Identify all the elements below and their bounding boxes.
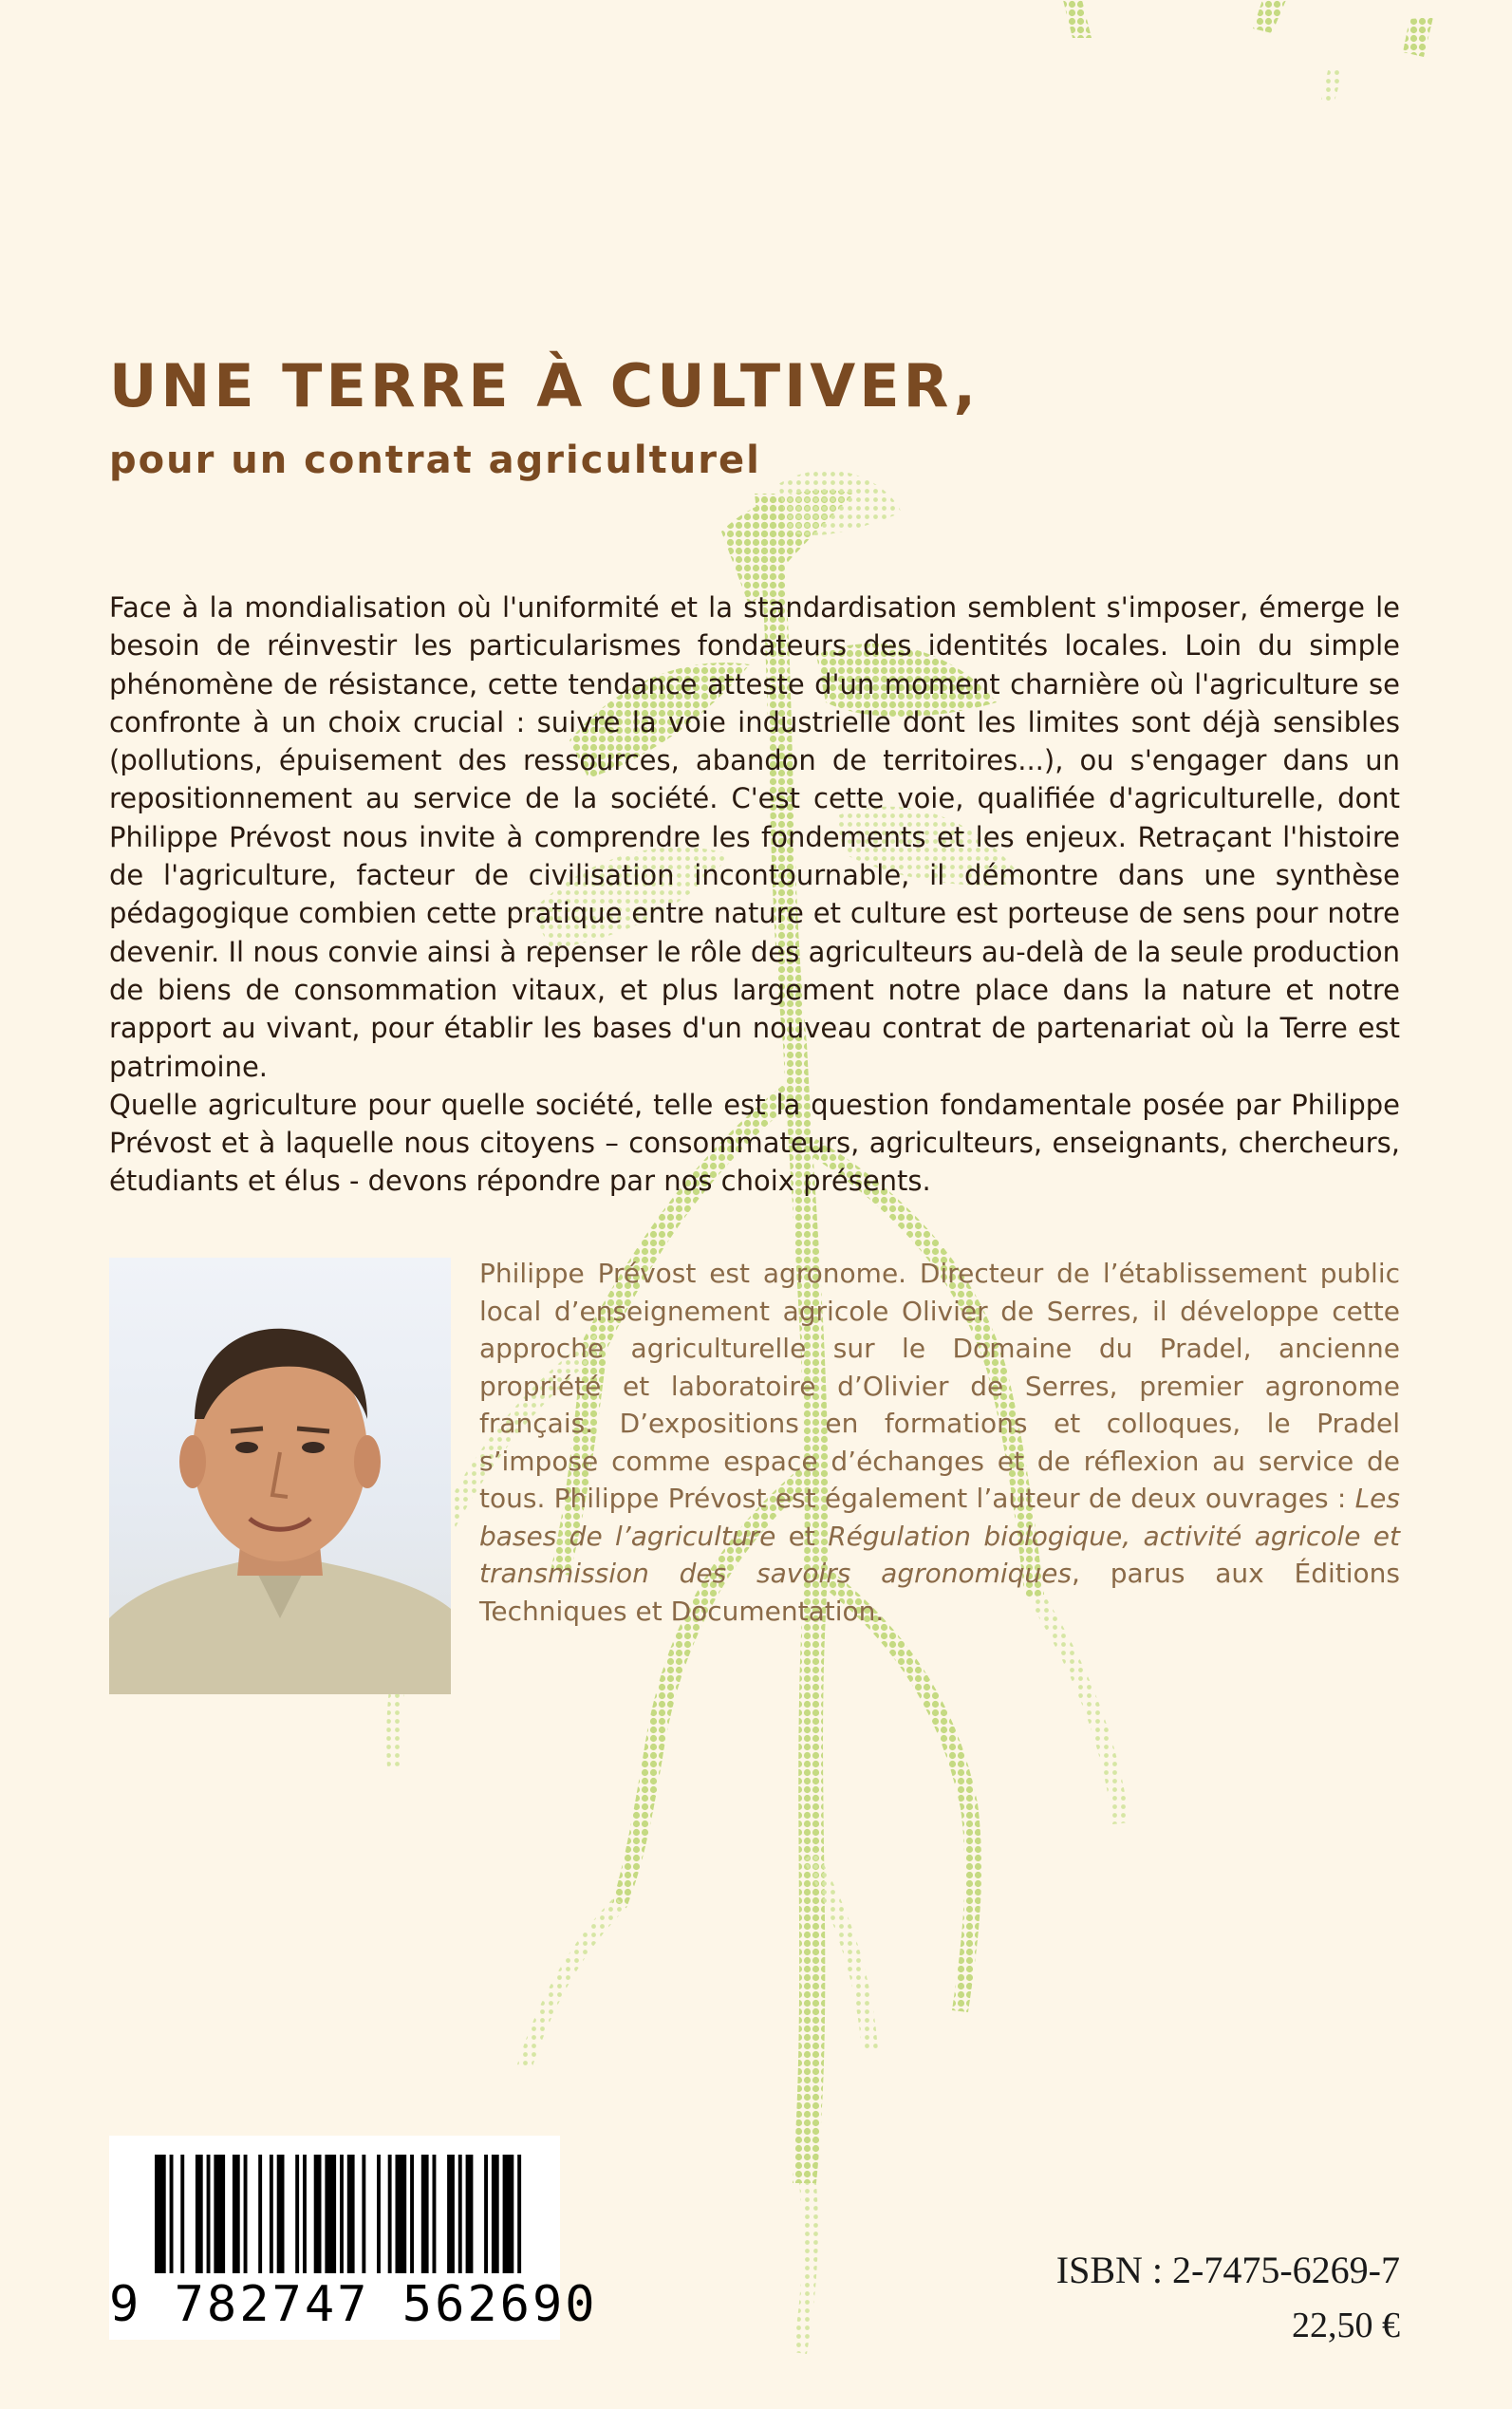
isbn: ISBN : 2-7475-6269-7 bbox=[1055, 2249, 1400, 2291]
author-bio-paragraph bbox=[479, 1255, 1400, 1630]
barcode-bar bbox=[270, 2155, 273, 2273]
barcode-bar bbox=[244, 2155, 248, 2273]
bio-book-title-1: Les bases de l’agriculture bbox=[479, 1483, 1400, 1552]
barcode-bar bbox=[340, 2155, 344, 2273]
barcode-bar bbox=[433, 2155, 437, 2273]
barcode-bar bbox=[258, 2155, 262, 2273]
barcode-bar bbox=[362, 2155, 365, 2273]
barcode-bar bbox=[517, 2155, 521, 2273]
summary-paragraph-2: Quelle agriculture pour quelle société, telle est la question fondamentale posée par Philippe Prévost et à laquelle nous citoyens – consommateurs, agriculteurs, enseignants, chercheurs, étudiants et élus - devons répondre par nos choix présents. bbox=[109, 1088, 1400, 1198]
barcode-bar bbox=[233, 2155, 240, 2273]
author-portrait bbox=[109, 1258, 451, 1694]
barcode-bar bbox=[484, 2155, 488, 2273]
barcode-bars bbox=[109, 2136, 560, 2278]
barcode-bar bbox=[377, 2155, 381, 2273]
barcode-bar bbox=[503, 2155, 514, 2273]
barcode-bar bbox=[214, 2155, 225, 2273]
barcode-bar bbox=[277, 2155, 285, 2273]
bio-outro: , parus aux Éditions Techniques et Documentation. bbox=[479, 1558, 1400, 1627]
barcode-bar bbox=[207, 2155, 211, 2273]
barcode-bar bbox=[458, 2155, 462, 2273]
bio-conjunction: et bbox=[775, 1520, 829, 1552]
barcode-bar bbox=[492, 2155, 499, 2273]
book-subtitle: pour un contrat agriculturel bbox=[109, 439, 761, 482]
author-portrait-drawing bbox=[109, 1258, 451, 1694]
price: 22,50 € bbox=[1292, 2306, 1400, 2345]
barcode-bar bbox=[295, 2155, 299, 2273]
barcode-bar bbox=[421, 2155, 429, 2273]
summary-paragraph-1: Face à la mondialisation où l'uniformité et la standardisation semblent s'imposer, émerge le besoin de réinvestir les particularismes fondateurs des identités locales. Loin du simple phénomène de résistance, cette tendance atteste d'un moment charnière où l'agriculture se confronte à un choix crucial : suivre la voie industrielle dont les limites sont déjà sensibles (pollutions, épuisement des ressources, abandon de territoires...), ou s'engager dans un repositionnement au service de la société. C'est cette voie, qualifiée d'agriculturelle, dont Philippe Prévost nous invite à comprendre les fondements et les enjeux. Retraçant l'histoire de l'agriculture, facteur de civilisation incontournable, il démontre dans une synthèse pédagogique combien cette pratique entre nature et culture est porteuse de sens pour notre devenir. Il nous convie ainsi à repenser le rôle des agriculteurs au-delà de la seule production de biens de consommation vitaux, et plus largement notre place dans la nature et notre rapport au vivant, pour établir les bases d'un nouveau contrat de partenariat où la Terre est patrimoine. bbox=[109, 591, 1400, 1083]
bio-book-title-2: Régulation biologique, activité agricole et transmission des savoirs agronomiques bbox=[479, 1520, 1400, 1589]
barcode-digits: 9 782747 562690 bbox=[109, 2276, 598, 2333]
barcode-bar bbox=[180, 2155, 184, 2273]
barcode-bar bbox=[447, 2155, 455, 2273]
bio-intro: Philippe Prévost est agronome. Directeur de l’établissement public local d’enseignement agricole Olivier de Serres, il développe cette approche agriculturelle sur le Domaine du Pradel, ancienne propriété et laboratoire d’Olivier de Serres, premier agronome français. D’expositions en formations et colloques, le Pradel s’impose comme espace d’échanges et de réflexion au service de tous. Philippe Prévost est également l’auteur de deux ouvrages : bbox=[479, 1258, 1400, 1514]
barcode-bar bbox=[303, 2155, 307, 2273]
barcode-bar bbox=[410, 2155, 414, 2273]
barcode-bar bbox=[196, 2155, 203, 2273]
barcode-bar bbox=[314, 2155, 322, 2273]
barcode-bar bbox=[170, 2155, 174, 2273]
back-cover-summary bbox=[109, 588, 1400, 1201]
barcode-bar bbox=[347, 2155, 355, 2273]
barcode-bar bbox=[466, 2155, 474, 2273]
book-title: UNE TERRE À CULTIVER, bbox=[109, 351, 980, 420]
barcode-bar bbox=[388, 2155, 392, 2273]
barcode-bar bbox=[325, 2155, 336, 2273]
barcode-bar bbox=[396, 2155, 407, 2273]
barcode bbox=[109, 2136, 598, 2340]
barcode-bar bbox=[155, 2155, 166, 2273]
author-bio bbox=[479, 1255, 1400, 1630]
